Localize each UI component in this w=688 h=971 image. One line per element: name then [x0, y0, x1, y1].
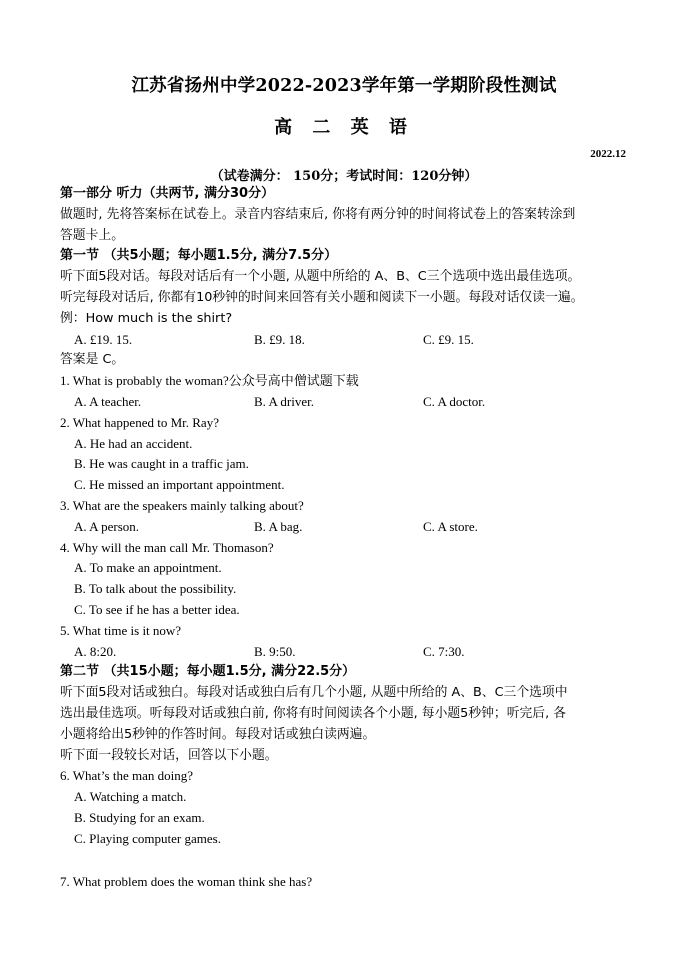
- option-c: C. A doctor.: [423, 393, 486, 409]
- section2-instruction-line: 小题将给出5秒钟的作答时间。每段对话或独白读两遍。: [60, 726, 376, 742]
- section1-instruction-line: 听下面5段对话。每段对话后有一个小题, 从题中所给的 A、B、C三个选项中选出最佳选项。: [60, 269, 581, 285]
- example-answer: 答案是 C。: [60, 352, 125, 368]
- option-b: B. 9:50.: [254, 643, 296, 659]
- option-c: C. 7:30.: [423, 643, 465, 659]
- option-b: B. £9. 18.: [254, 331, 305, 347]
- option-b: B. Studying for an exam.: [74, 809, 205, 825]
- option-c: C. A store.: [423, 518, 478, 534]
- option-b: B. He was caught in a traffic jam.: [74, 456, 249, 472]
- question-options: [60, 517, 640, 538]
- part1-instruction-line: 做题时, 先将答案标在试卷上。录音内容结束后, 你将有两分钟的时间将试卷上的答案转涂到: [60, 206, 576, 222]
- example-options: [60, 330, 640, 351]
- exam-title: 江苏省扬州中学2022-2023学年第一学期阶段性测试: [131, 76, 557, 96]
- question-stem: 3. What are the speakers mainly talking about?: [60, 497, 304, 513]
- question-stem: 4. Why will the man call Mr. Thomason?: [60, 539, 274, 555]
- exam-body: [60, 184, 640, 892]
- option-a: A. £19. 15.: [74, 331, 133, 347]
- section2-instruction-line: 听下面5段对话或独白。每段对话或独白后有几个小题, 从题中所给的 A、B、C三个选项中: [60, 685, 568, 701]
- section2-heading: 第二节 （共15小题；每小题1.5分, 满分22.5分）: [60, 664, 356, 680]
- question-options: [60, 642, 640, 663]
- question-stem: 1. What is probably the woman?公众号高中僧试题下载: [60, 373, 359, 389]
- section1-instruction-line: 听完每段对话后, 你都有10秒钟的时间来回答有关小题和阅读下一小题。每段对话仅读一遍。: [60, 289, 584, 305]
- option-c: C. To see if he has a better idea.: [74, 601, 240, 617]
- option-a: A. A person.: [74, 518, 139, 534]
- score-info: （试卷满分： 150分；考试时间：120分钟）: [210, 169, 478, 184]
- question-options: [60, 392, 640, 413]
- example-question: 例：How much is the shirt?: [60, 310, 233, 326]
- option-c: C. £9. 15.: [423, 331, 474, 347]
- section2-instruction-line: 选出最佳选项。听每段对话或独白前, 你将有时间阅读各个小题, 每小题5秒钟；听完后, 各: [60, 705, 567, 721]
- option-b: B. A driver.: [254, 393, 314, 409]
- question-stem: 5. What time is it now?: [60, 622, 182, 638]
- option-b: B. To talk about the possibility.: [74, 581, 237, 597]
- option-c: C. Playing computer games.: [74, 830, 221, 846]
- question-stem: 6. What’s the man doing?: [60, 768, 193, 784]
- section1-heading: 第一节 （共5小题；每小题1.5分, 满分7.5分）: [60, 248, 338, 264]
- option-a: A. To make an appointment.: [74, 560, 222, 576]
- passage-intro: 听下面一段较长对话，回答以下小题。: [60, 747, 278, 763]
- option-a: A. A teacher.: [74, 393, 142, 409]
- part1-instruction-line: 答题卡上。: [60, 227, 124, 243]
- option-a: A. He had an accident.: [74, 435, 193, 451]
- question-stem: 2. What happened to Mr. Ray?: [60, 414, 219, 430]
- subject-title: 高 二 英 语: [274, 117, 414, 138]
- option-c: C. He missed an important appointment.: [74, 477, 285, 493]
- exam-date: 2022.12: [590, 148, 626, 160]
- option-a: A. Watching a match.: [74, 789, 187, 805]
- part1-heading: 第一部分 听力（共两节, 满分30分）: [60, 186, 275, 201]
- option-a: A. 8:20.: [74, 643, 117, 659]
- option-b: B. A bag.: [254, 518, 303, 534]
- spacer: [60, 850, 640, 872]
- question-stem: 7. What problem does the woman think she has?: [60, 873, 313, 889]
